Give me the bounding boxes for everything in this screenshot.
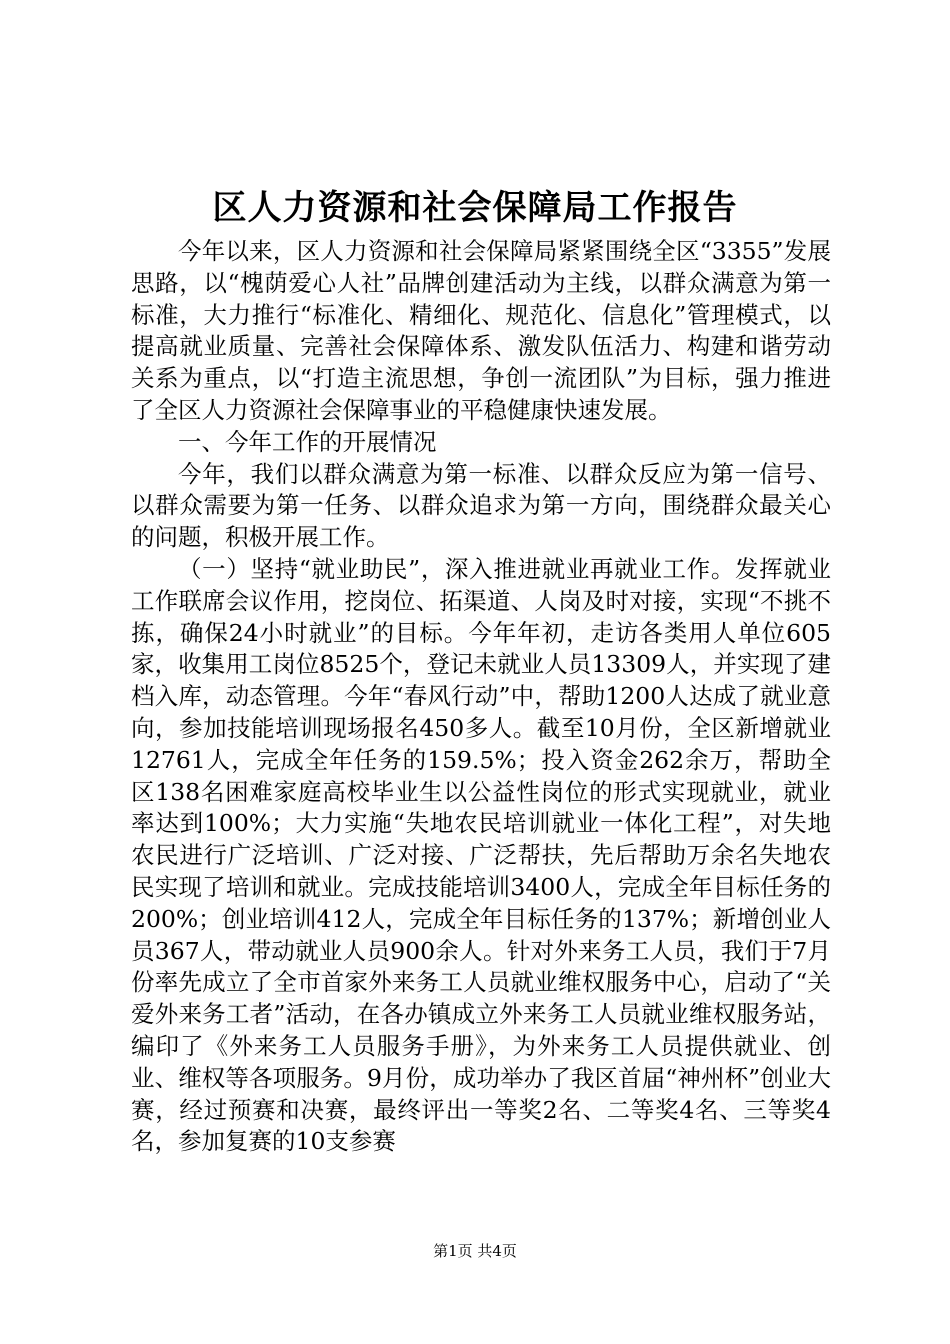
section-intro-paragraph: 今年，我们以群众满意为第一标准、以群众反应为第一信号、以群众需要为第一任务、以群众追求为第一方向，围绕群众最关心的问题，积极开展工作。 xyxy=(131,459,831,552)
document-body xyxy=(131,236,831,1158)
intro-paragraph: 今年以来，区人力资源和社会保障局紧紧围绕全区“3355”发展思路，以“槐荫爱心人社”品牌创建活动为主线，以群众满意为第一标准，大力推行“标准化、精细化、规范化、信息化”管理模式，以提高就业质量、完善社会保障体系、激发队伍活力、构建和谐劳动关系为重点，以“打造主流思想，争创一流团队”为目标，强力推进了全区人力资源社会保障事业的平稳健康快速发展。 xyxy=(131,237,831,424)
document-title: 区人力资源和社会保障局工作报告 xyxy=(212,188,738,228)
page-footer: 第1页 共4页 xyxy=(433,1242,517,1260)
employment-paragraph: （一）坚持“就业助民”，深入推进就业再就业工作。发挥就业工作联席会议作用，挖岗位、拓渠道、人岗及时对接，实现“不挑不拣，确保24小时就业”的目标。今年年初，走访各类用人单位605家，收集用工岗位8525个，登记未就业人员13309人，并实现了建档入库，动态管理。今年“春风行动”中，帮助1200人达成了就业意向，参加技能培训现场报名450多人。截至10月份，全区新增就业12761人，完成全年任务的159.5%；投入资金262余万，帮助全区138名困难家庭高校毕业生以公益性岗位的形式实现就业，就业率达到100%；大力实施“失地农民培训就业一体化工程”，对失地农民进行广泛培训、广泛对接、广泛帮扶，先后帮助万余名失地农民实现了培训和就业。完成技能培训3400人，完成全年目标任务的200%；创业培训412人，完成全年目标任务的137%；新增创业人员367人，带动就业人员900余人。针对外来务工人员，我们于7月份率先成立了全市首家外来务工人员就业维权服务中心，启动了“关爱外来务工者”活动，在各办镇成立外来务工人员就业维权服务站，编印了《外来务工人员服务手册》，为外来务工人员提供就业、创业、维权等各项服务。9月份，成功举办了我区首届“神州杯”创业大赛，经过预赛和决赛，最终评出一等奖2名、二等奖4名、三等奖4名，参加复赛的10支参赛 xyxy=(131,554,831,1156)
section-heading: 一、今年工作的开展情况 xyxy=(178,427,437,456)
